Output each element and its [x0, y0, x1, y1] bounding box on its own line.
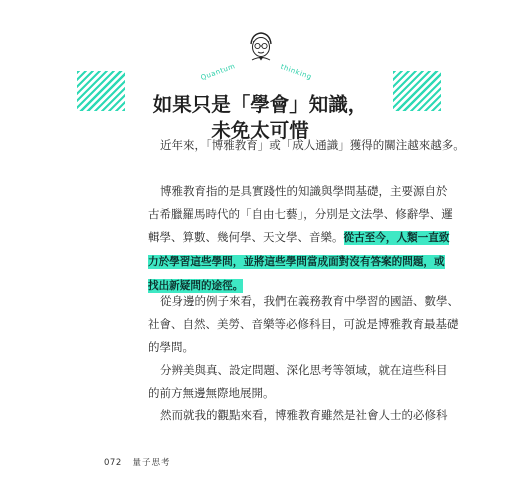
title-line-1: 如果只是「學會」知識，: [152, 93, 368, 116]
quantum-word: Quantum: [199, 62, 237, 82]
p3-line-2: 社會、自然、美勞、音樂等必修科目，可說是博雅教育最基礎: [148, 317, 459, 331]
p2-line-2: 古希臘羅馬時代的「自由七藝」，分別是文法學、修辭學、邏: [148, 207, 453, 221]
paragraph-3: [148, 290, 459, 405]
p4-line-1: 然而就我的觀點來看，博雅教育雖然是社會人士的必修科: [160, 408, 448, 422]
paragraph-1: [148, 134, 465, 157]
thinking-word: thinking: [279, 62, 313, 82]
highlight-segment-2: 力於學習這些學問，並將這些學問當成面對沒有答案的問題，或: [148, 256, 445, 268]
page-number: 072: [104, 458, 122, 468]
book-title: 量子思考: [132, 458, 171, 468]
p3-line-4: 分辨美與真、設定問題、深化思考等領域，就在這些科目: [160, 363, 448, 377]
p1-text: 近年來，「博雅教育」或「成人通識」獲得的關注越來越多。: [160, 138, 465, 152]
p3-line-1: 從身邊的例子來看，我們在義務教育中學習的國語、數學、: [160, 294, 459, 308]
author-portrait-icon: [244, 30, 278, 64]
paragraph-2: [148, 180, 453, 298]
highlight-segment-3: 找出新疑問的途徑。: [148, 280, 244, 292]
p2-line-3: 輯學、算數、幾何學、天文學、音樂。: [148, 230, 344, 244]
title-line-2: 未免太可惜: [211, 119, 309, 142]
highlight-segment-1: 從古至今，人類一直致: [343, 232, 450, 244]
p3-line-3: 的學問。: [148, 340, 194, 354]
p2-line-1: 博雅教育指的是具實踐性的知識與學問基礎，主要源自於: [160, 184, 448, 198]
page-footer: [104, 456, 170, 468]
chapter-header: [0, 28, 520, 142]
p3-line-5: 的前方無邊無際地展開。: [148, 386, 275, 400]
paragraph-4: [148, 404, 448, 427]
